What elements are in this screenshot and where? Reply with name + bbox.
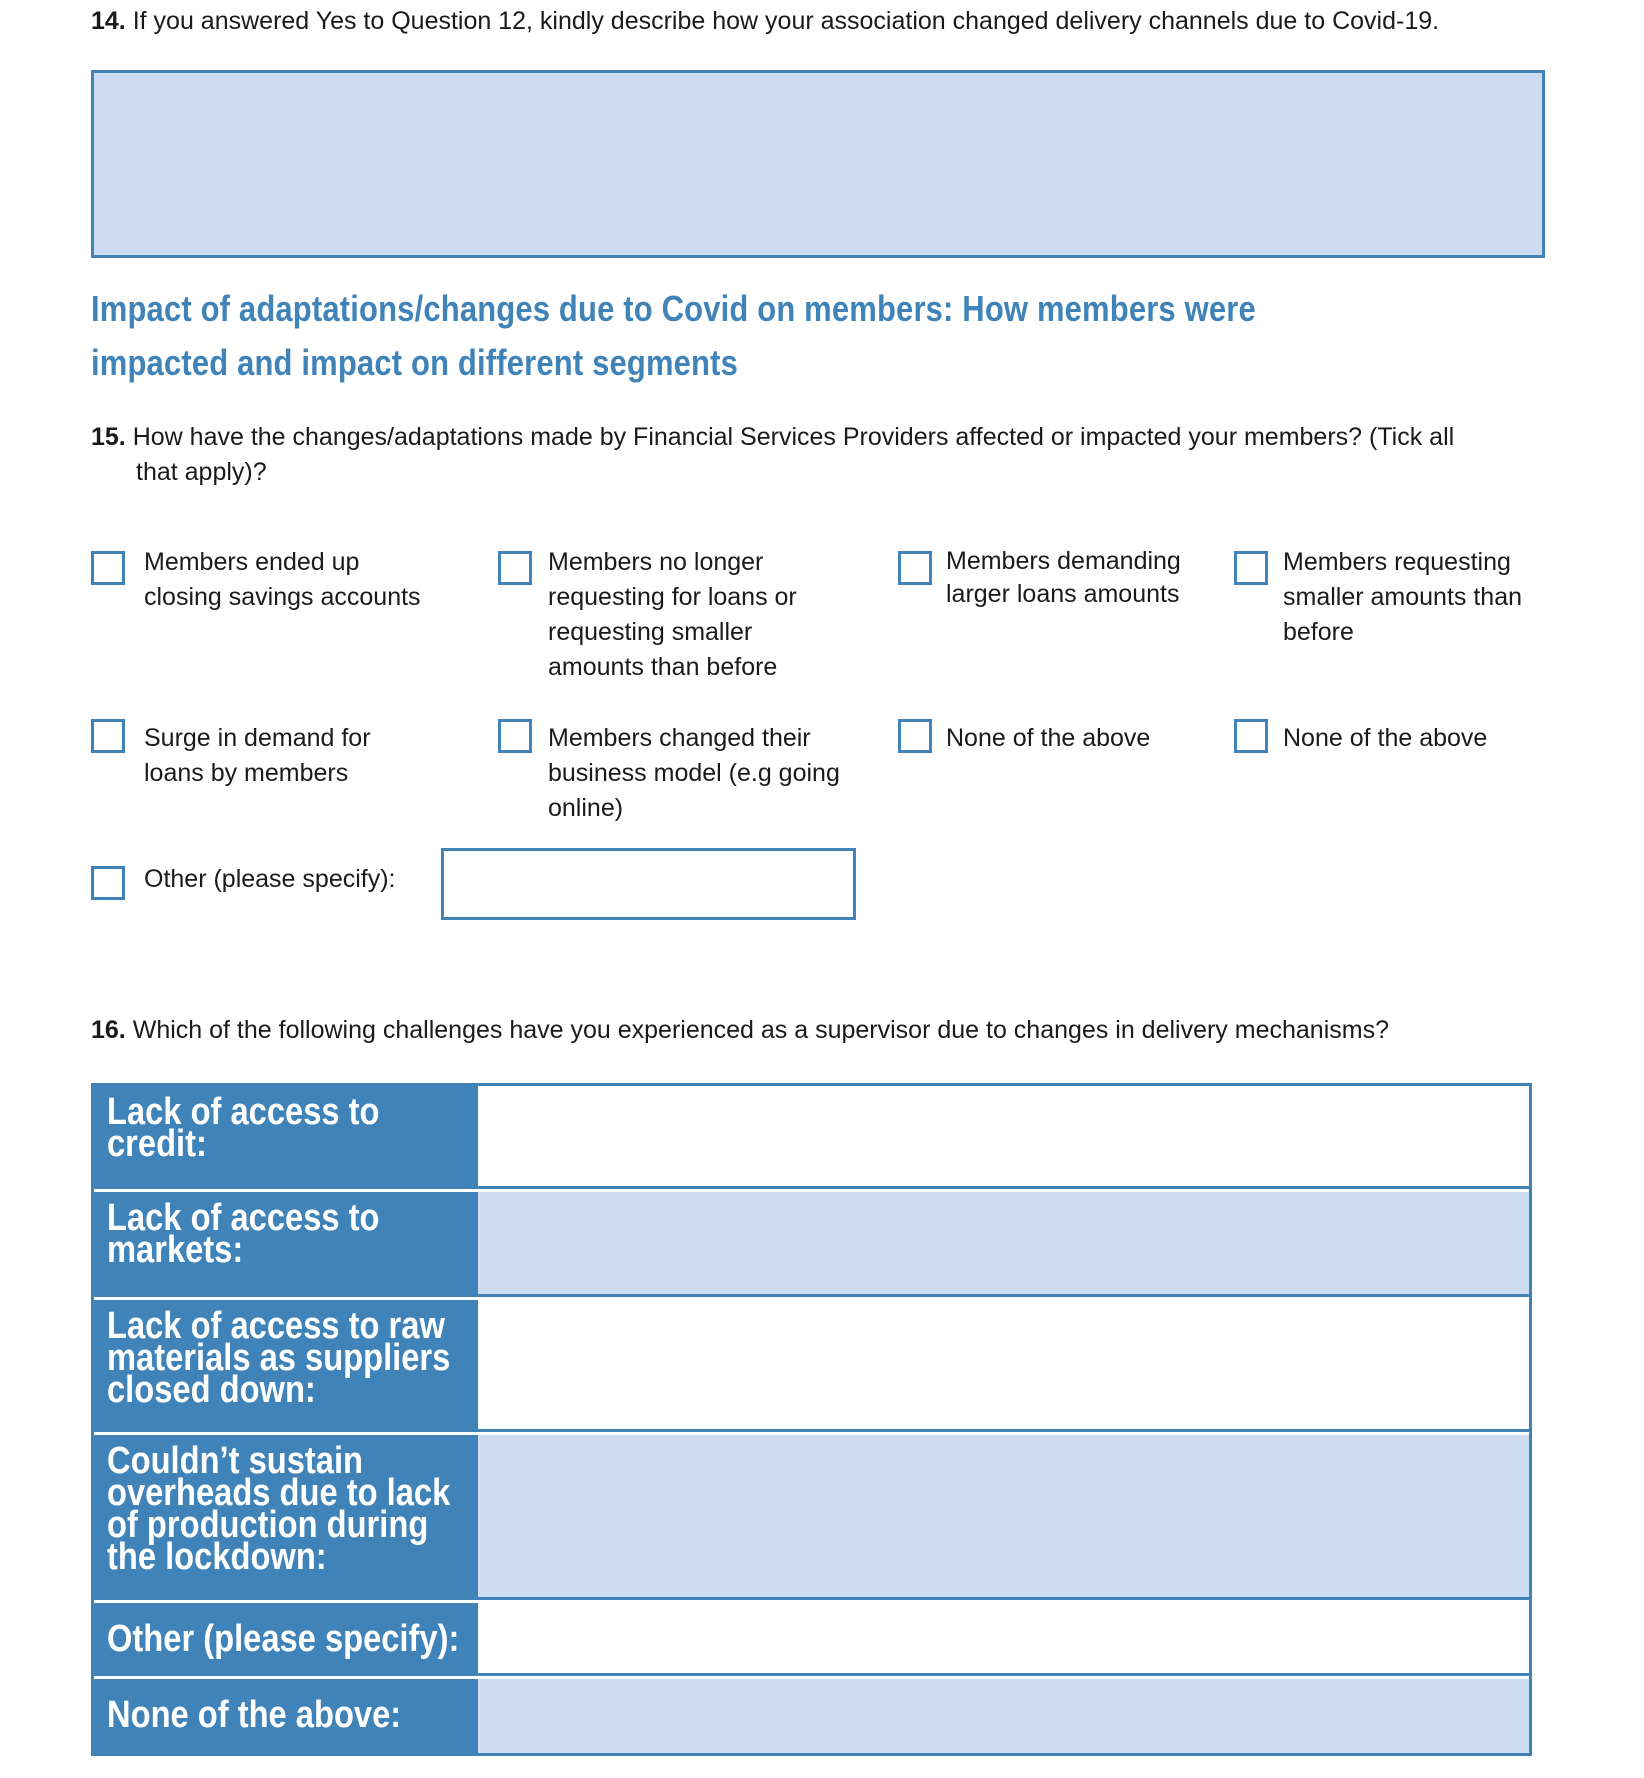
- option-label: Surge in demand for loans by members: [144, 724, 371, 787]
- question-15: [91, 420, 1571, 490]
- table-row: [94, 1300, 1529, 1435]
- option-label: Members requesting smaller amounts than before: [1283, 548, 1523, 646]
- row-answer-field[interactable]: [475, 1192, 1529, 1297]
- row-label: None of the above:: [94, 1679, 475, 1753]
- question-text: If you answered Yes to Question 12, kindly describe how your association changed delivery channels due to Covid-19.: [132, 7, 1440, 35]
- checkbox-no-longer-requesting-loans[interactable]: [498, 551, 532, 585]
- question-text: Which of the following challenges have you experienced as a supervisor due to changes in delivery mechanisms?: [132, 1016, 1389, 1044]
- question-text-line2: that apply)?: [136, 458, 267, 486]
- option-label: Other (please specify):: [144, 865, 396, 893]
- challenges-table: [91, 1083, 1532, 1756]
- table-row: [94, 1192, 1529, 1300]
- row-label: Lack of access to credit:: [94, 1086, 475, 1189]
- question-text-line1: How have the changes/adaptations made by Financial Services Providers affected or impacted your members? (Tick all: [132, 423, 1455, 451]
- question-number: 14.: [91, 7, 126, 35]
- option-label: None of the above: [946, 724, 1151, 752]
- row-label: Lack of access to raw materials as suppliers closed down:: [94, 1300, 475, 1432]
- option-label: Members no longer requesting for loans or requesting smaller amounts than before: [548, 548, 797, 681]
- checkbox-surge-demand[interactable]: [91, 719, 125, 753]
- row-answer-field[interactable]: [475, 1679, 1529, 1753]
- q14-answer-field[interactable]: [91, 70, 1545, 258]
- checkbox-larger-loans[interactable]: [898, 551, 932, 585]
- table-row: [94, 1603, 1529, 1679]
- option-label: Members ended up closing savings accounts: [144, 548, 421, 611]
- checkbox-smaller-amounts[interactable]: [1234, 551, 1268, 585]
- section-heading: Impact of adaptations/changes due to Covid on members: How members were impacted and impact on different segments: [91, 288, 1256, 383]
- checkbox-closing-savings[interactable]: [91, 551, 125, 585]
- table-row: [94, 1679, 1529, 1753]
- option-label: Members demanding larger loans amounts: [946, 547, 1181, 608]
- row-answer-field[interactable]: [475, 1086, 1529, 1189]
- row-label: Couldn’t sustain overheads due to lack of production during the lockdown:: [94, 1435, 475, 1600]
- row-answer-field[interactable]: [475, 1300, 1529, 1432]
- table-row: [94, 1435, 1529, 1603]
- option-label: Members changed their business model (e.g going online): [548, 724, 840, 822]
- option-label: None of the above: [1283, 724, 1488, 752]
- table-row: [94, 1086, 1529, 1192]
- checkbox-none-of-above-2[interactable]: [1234, 719, 1268, 753]
- question-number: 16.: [91, 1016, 126, 1044]
- row-answer-field[interactable]: [475, 1435, 1529, 1600]
- row-answer-field[interactable]: [475, 1603, 1529, 1676]
- row-label: Other (please specify):: [94, 1603, 475, 1676]
- question-14: [91, 4, 1571, 39]
- question-number: 15.: [91, 423, 126, 451]
- checkbox-business-model[interactable]: [498, 719, 532, 753]
- question-16: [91, 1013, 1571, 1048]
- checkbox-other[interactable]: [91, 866, 125, 900]
- checkbox-none-of-above-1[interactable]: [898, 719, 932, 753]
- row-label: Lack of access to markets:: [94, 1192, 475, 1297]
- other-specify-input[interactable]: [441, 848, 856, 920]
